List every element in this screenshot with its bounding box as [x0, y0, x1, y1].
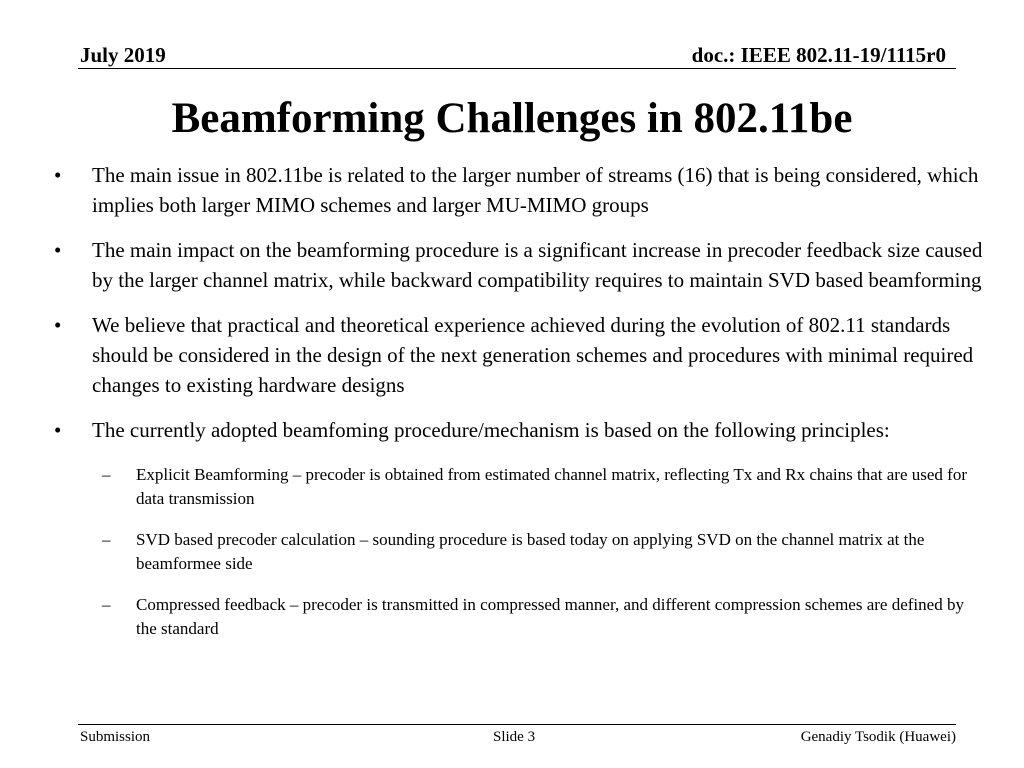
bullet-item [52, 160, 984, 220]
footer-submission: Submission [80, 729, 151, 745]
sub-bullet-item [52, 528, 984, 576]
sub-bullet-list [92, 463, 984, 641]
sub-bullet-item [52, 463, 984, 511]
sub-bullet-text: Explicit Beamforming – precoder is obtained from estimated channel matrix, reflecting Tx and Rx chains that are used for data transmission [136, 465, 967, 508]
sub-bullet-text: Compressed feedback – precoder is transmitted in compressed manner, and different compression schemes are defined by the standard [136, 595, 964, 638]
footer-author: Genadiy Tsodik (Huawei) [800, 729, 956, 745]
slide-body [52, 160, 984, 658]
footer-divider [78, 724, 956, 725]
header-doc-id: doc.: IEEE 802.11-19/1115r0 [691, 43, 946, 67]
sub-bullet-marker: – [102, 530, 111, 549]
bullet-marker: • [54, 418, 62, 442]
slide-title: Beamforming Challenges in 802.11be [171, 95, 853, 142]
bullet-text: The main issue in 802.11be is related to the larger number of streams (16) that is being considered, which implies both larger MIMO schemes and larger MU-MIMO groups [92, 163, 979, 217]
bullet-marker: • [54, 313, 62, 337]
bullet-item [52, 235, 984, 295]
bullet-marker: • [54, 163, 62, 187]
footer-slide-number: Slide 3 [493, 729, 536, 745]
bullet-marker: • [54, 238, 62, 262]
sub-bullet-marker: – [102, 595, 111, 614]
sub-bullet-marker: – [102, 465, 111, 484]
bullet-text: We believe that practical and theoretical experience achieved during the evolution of 802.11 standards should be considered in the design of the next generation schemes and procedures with minimal required changes to existing hardware designs [92, 313, 974, 397]
header-date: July 2019 [80, 43, 166, 67]
bullet-text: The currently adopted beamfoming procedure/mechanism is based on the following principles: [92, 418, 890, 442]
sub-bullet-item [52, 593, 984, 641]
bullet-text: The main impact on the beamforming procedure is a significant increase in precoder feedback size caused by the larger channel matrix, while backward compatibility requires to maintain SVD based beamforming [92, 238, 983, 292]
bullet-item [52, 310, 984, 400]
header-divider [78, 68, 956, 69]
bullet-item [52, 415, 984, 641]
sub-bullet-text: SVD based precoder calculation – sounding procedure is based today on applying SVD on the channel matrix at the beamformee side [136, 530, 925, 573]
